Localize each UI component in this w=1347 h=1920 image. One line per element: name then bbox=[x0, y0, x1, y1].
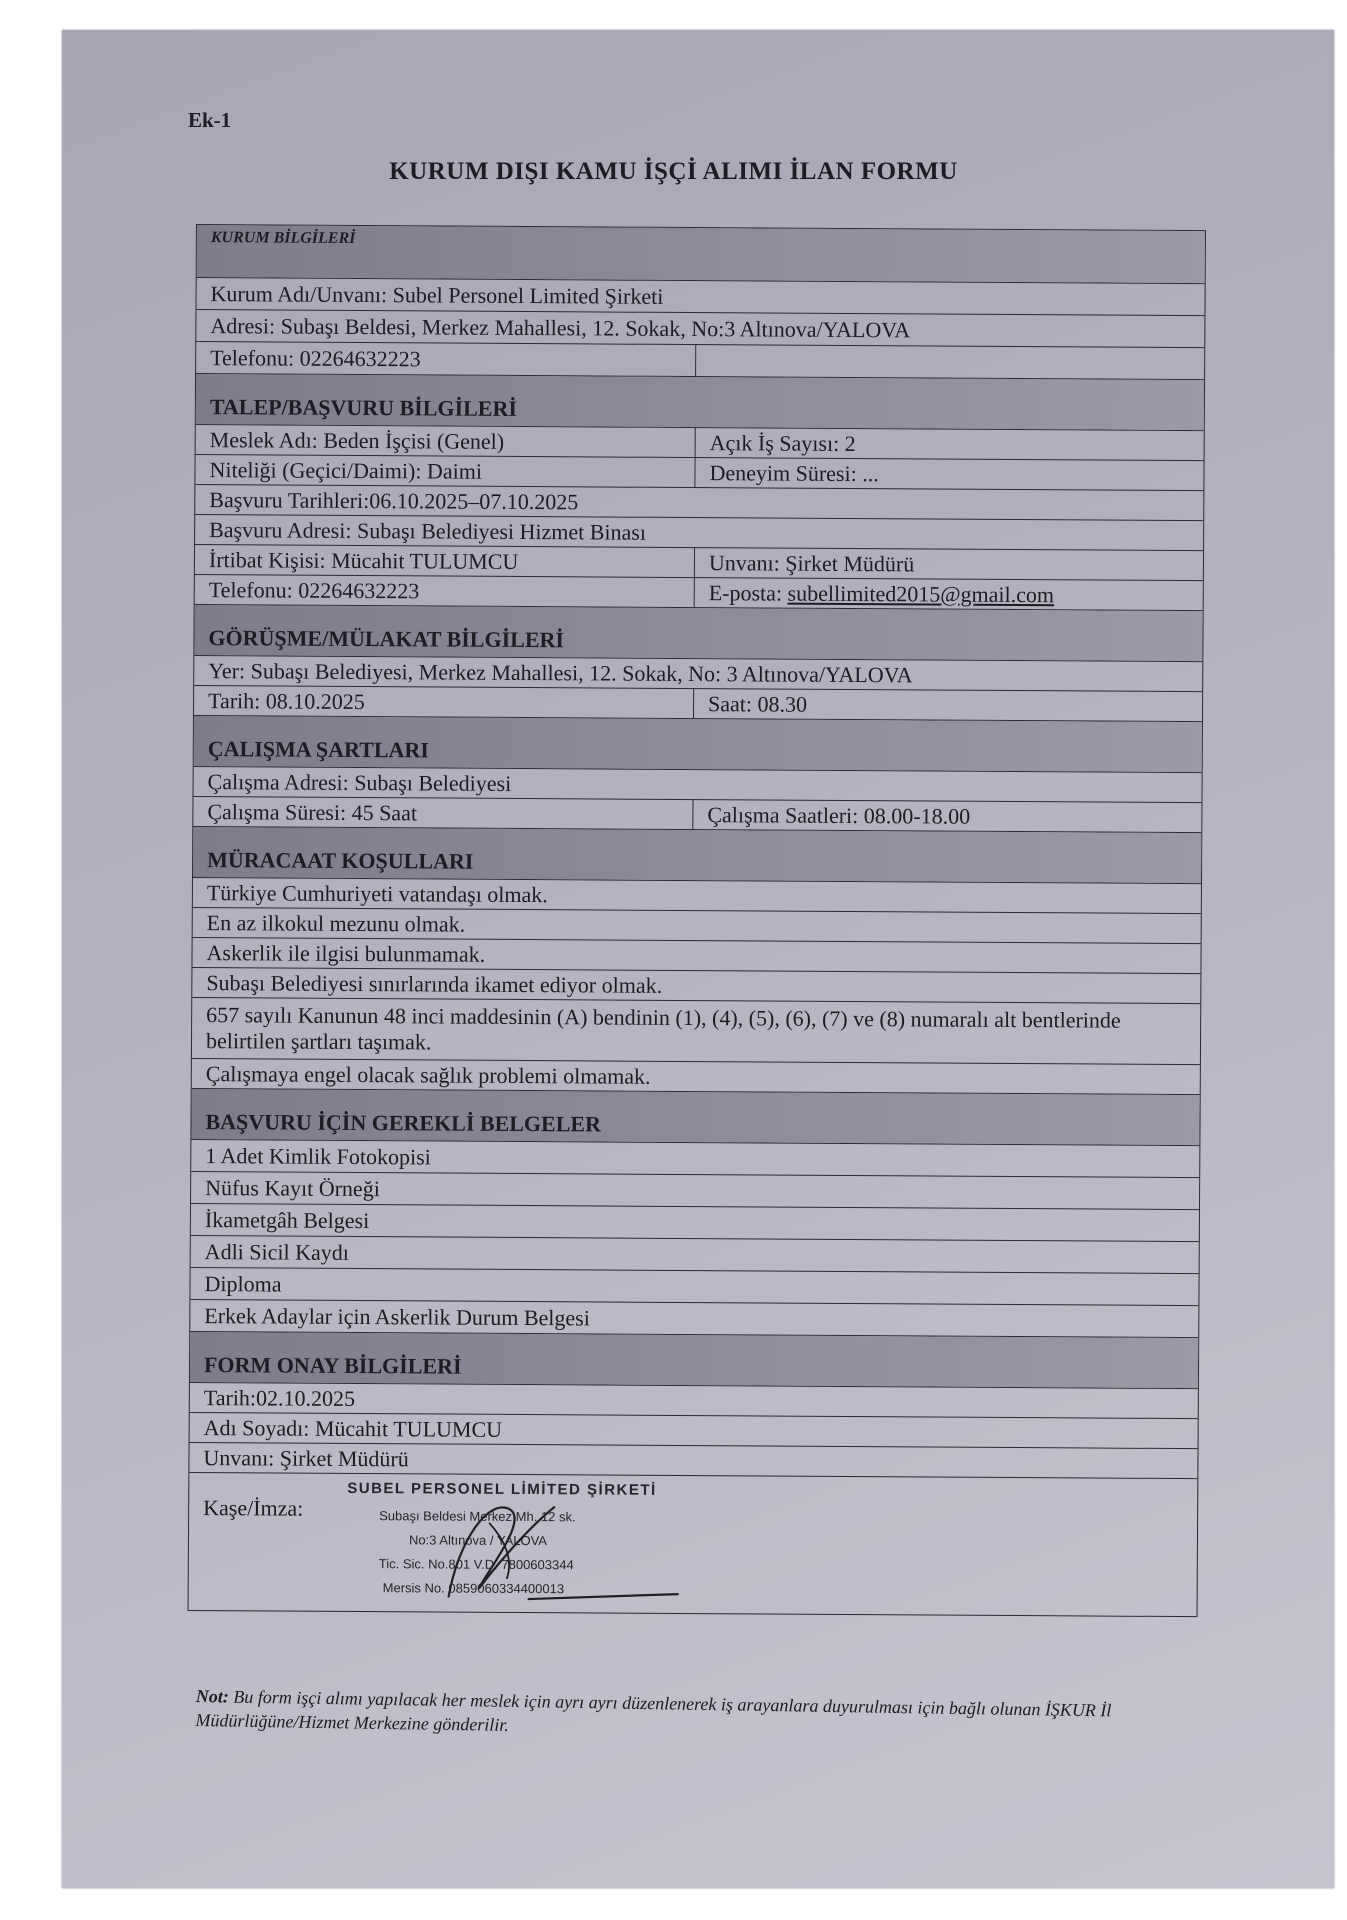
form-row bbox=[195, 514, 1203, 550]
occupation: Meslek Adı: Beden İşçisi (Genel) bbox=[196, 425, 696, 457]
document-item: İkametgâh Belgesi bbox=[204, 1206, 370, 1233]
email-label: E-posta: bbox=[708, 579, 783, 606]
company-stamp bbox=[339, 1478, 680, 1608]
institution-address: Adresi: Subaşı Beldesi, Merkez Mahallesi, 12. Sokak, No:3 Altınova/YALOVA bbox=[210, 312, 911, 342]
application-address: Başvuru Adresi: Subaşı Belediyesi Hizmet Binası bbox=[209, 516, 647, 545]
document-item: Adli Sicil Kaydı bbox=[204, 1238, 350, 1265]
form-title: KURUM DIŞI KAMU İŞÇİ ALIMI İLAN FORMU bbox=[389, 158, 958, 185]
condition-item: 657 sayılı Kanunun 48 inci maddesinin (A) bendinin (1), (4), (5), (6), (7) ve (8) numaralı alt bentlerinde belirtilen şartları taşımak. bbox=[205, 1002, 1121, 1055]
section-heading: FORM ONAY BİLGİLERİ bbox=[190, 1332, 1198, 1388]
signature-row bbox=[189, 1472, 1198, 1616]
stamp-signature-label: Kaşe/İmza: bbox=[203, 1495, 304, 1521]
list-item bbox=[192, 967, 1200, 1003]
approver-name: Adı Soyadı: Mücahit TULUMCU bbox=[203, 1414, 503, 1442]
condition-item: Türkiye Cumhuriyeti vatandaşı olmak. bbox=[206, 879, 548, 907]
form-row bbox=[195, 484, 1203, 520]
stamp-line: Mersis No. 0859060334400013 bbox=[382, 1580, 565, 1597]
section-heading: TALEP/BAŞVURU BİLGİLERİ bbox=[196, 374, 1204, 430]
section-application-conditions bbox=[193, 826, 1201, 883]
form-row bbox=[190, 1382, 1198, 1418]
section-request bbox=[196, 373, 1204, 430]
form-row bbox=[194, 685, 1202, 721]
list-item bbox=[193, 877, 1201, 913]
form-row bbox=[196, 341, 1204, 379]
document-item: Erkek Adaylar için Askerlik Durum Belgesi bbox=[204, 1302, 590, 1330]
form-row bbox=[196, 424, 1204, 460]
section-heading: KURUM BİLGİLERİ bbox=[197, 225, 1205, 283]
annex-label: Ek-1 bbox=[188, 108, 232, 132]
list-item bbox=[191, 1171, 1199, 1209]
stamp-line: Subaşı Beldesi Merkez Mh. 12 sk. bbox=[379, 1508, 576, 1525]
condition-item: Çalışmaya engel olacak sağlık problemi olmamak. bbox=[205, 1060, 651, 1089]
list-item bbox=[191, 1139, 1199, 1177]
form-row bbox=[196, 277, 1204, 315]
list-item bbox=[192, 937, 1200, 973]
form-row bbox=[190, 1412, 1198, 1448]
contact-title: Unvanı: Şirket Müdürü bbox=[708, 549, 915, 576]
work-hours: Çalışma Saatleri: 08.00-18.00 bbox=[707, 801, 971, 829]
condition-item: Askerlik ile ilgisi bulunmamak. bbox=[206, 939, 486, 967]
note-label: Not: bbox=[195, 1685, 229, 1707]
note-text: Bu form işçi alımı yapılacak her meslek için ayrı ayrı düzenlenerek iş arayanlara duyurulması için bağlı olunan İŞKUR İl Müdürlüğüne/Hizmet Merkezine gönderilir. bbox=[195, 1686, 1112, 1735]
document-item: Nüfus Kayıt Örneği bbox=[205, 1174, 380, 1201]
interview-place: Yer: Subaşı Belediyesi, Merkez Mahallesi, 12. Sokak, No: 3 Altınova/YALOVA bbox=[208, 657, 913, 687]
form-row bbox=[195, 544, 1203, 580]
form-row bbox=[195, 574, 1203, 610]
form-row bbox=[195, 454, 1203, 490]
list-item bbox=[191, 1203, 1199, 1241]
handwritten-signature bbox=[339, 1478, 680, 1608]
condition-item: En az ilkokul mezunu olmak. bbox=[206, 909, 466, 937]
job-nature: Niteliği (Geçici/Daimi): Daimi bbox=[195, 455, 695, 487]
section-interview bbox=[194, 604, 1202, 661]
interview-time: Saat: 08.30 bbox=[708, 690, 808, 717]
open-positions: Açık İş Sayısı: 2 bbox=[709, 429, 856, 456]
document-item: 1 Adet Kimlik Fotokopisi bbox=[205, 1142, 431, 1169]
work-duration: Çalışma Süresi: 45 Saat bbox=[193, 797, 693, 829]
section-approval bbox=[190, 1331, 1198, 1388]
interview-date: Tarih: 08.10.2025 bbox=[194, 686, 694, 718]
work-address: Çalışma Adresi: Subaşı Belediyesi bbox=[207, 768, 512, 796]
form-row bbox=[194, 655, 1202, 691]
contact-phone: Telefonu: 02264632223 bbox=[195, 575, 695, 607]
section-heading: ÇALIŞMA ŞARTLARI bbox=[194, 716, 1202, 772]
contact-email bbox=[695, 578, 1203, 610]
approval-date: Tarih:02.10.2025 bbox=[203, 1384, 356, 1411]
section-heading: BAŞVURU İÇİN GEREKLİ BELGELER bbox=[191, 1089, 1199, 1145]
list-item bbox=[192, 1058, 1200, 1094]
contact-person: İrtibat Kişisi: Mücahit TULUMCU bbox=[195, 545, 695, 577]
approver-title: Unvanı: Şirket Müdürü bbox=[203, 1444, 409, 1471]
stamp-line: No:3 Altınova / YALOVA bbox=[408, 1532, 548, 1549]
form-row bbox=[196, 309, 1204, 347]
condition-item: Subaşı Belediyesi sınırlarında ikamet ediyor olmak. bbox=[206, 969, 663, 998]
document-item: Diploma bbox=[204, 1270, 282, 1297]
stamp-line: SUBEL PERSONEL LİMİTED ŞİRKETİ bbox=[347, 1479, 657, 1499]
list-item bbox=[193, 907, 1201, 943]
list-item bbox=[192, 997, 1200, 1064]
form-row bbox=[193, 796, 1201, 832]
empty-cell bbox=[696, 345, 1204, 379]
list-item bbox=[190, 1299, 1198, 1337]
section-heading: MÜRACAAT KOŞULLARI bbox=[193, 827, 1201, 883]
section-heading: GÖRÜŞME/MÜLAKAT BİLGİLERİ bbox=[194, 605, 1202, 661]
form-row bbox=[194, 766, 1202, 802]
list-item bbox=[191, 1235, 1199, 1273]
stamp-line: Tic. Sic. No.801 V.D. 7800603344 bbox=[378, 1556, 574, 1573]
section-institution bbox=[197, 225, 1205, 283]
section-required-documents bbox=[191, 1088, 1199, 1145]
institution-phone: Telefonu: 02264632223 bbox=[196, 342, 696, 376]
announcement-form bbox=[188, 224, 1206, 1617]
institution-name: Kurum Adı/Unvanı: Subel Personel Limited Şirketi bbox=[210, 280, 664, 309]
section-working-conditions bbox=[194, 715, 1202, 772]
list-item bbox=[190, 1267, 1198, 1305]
email-link[interactable]: subellimited2015@gmail.com bbox=[787, 580, 1055, 607]
experience: Deneyim Süresi: ... bbox=[709, 459, 879, 486]
application-dates: Başvuru Tarihleri:06.10.2025–07.10.2025 bbox=[209, 486, 579, 514]
